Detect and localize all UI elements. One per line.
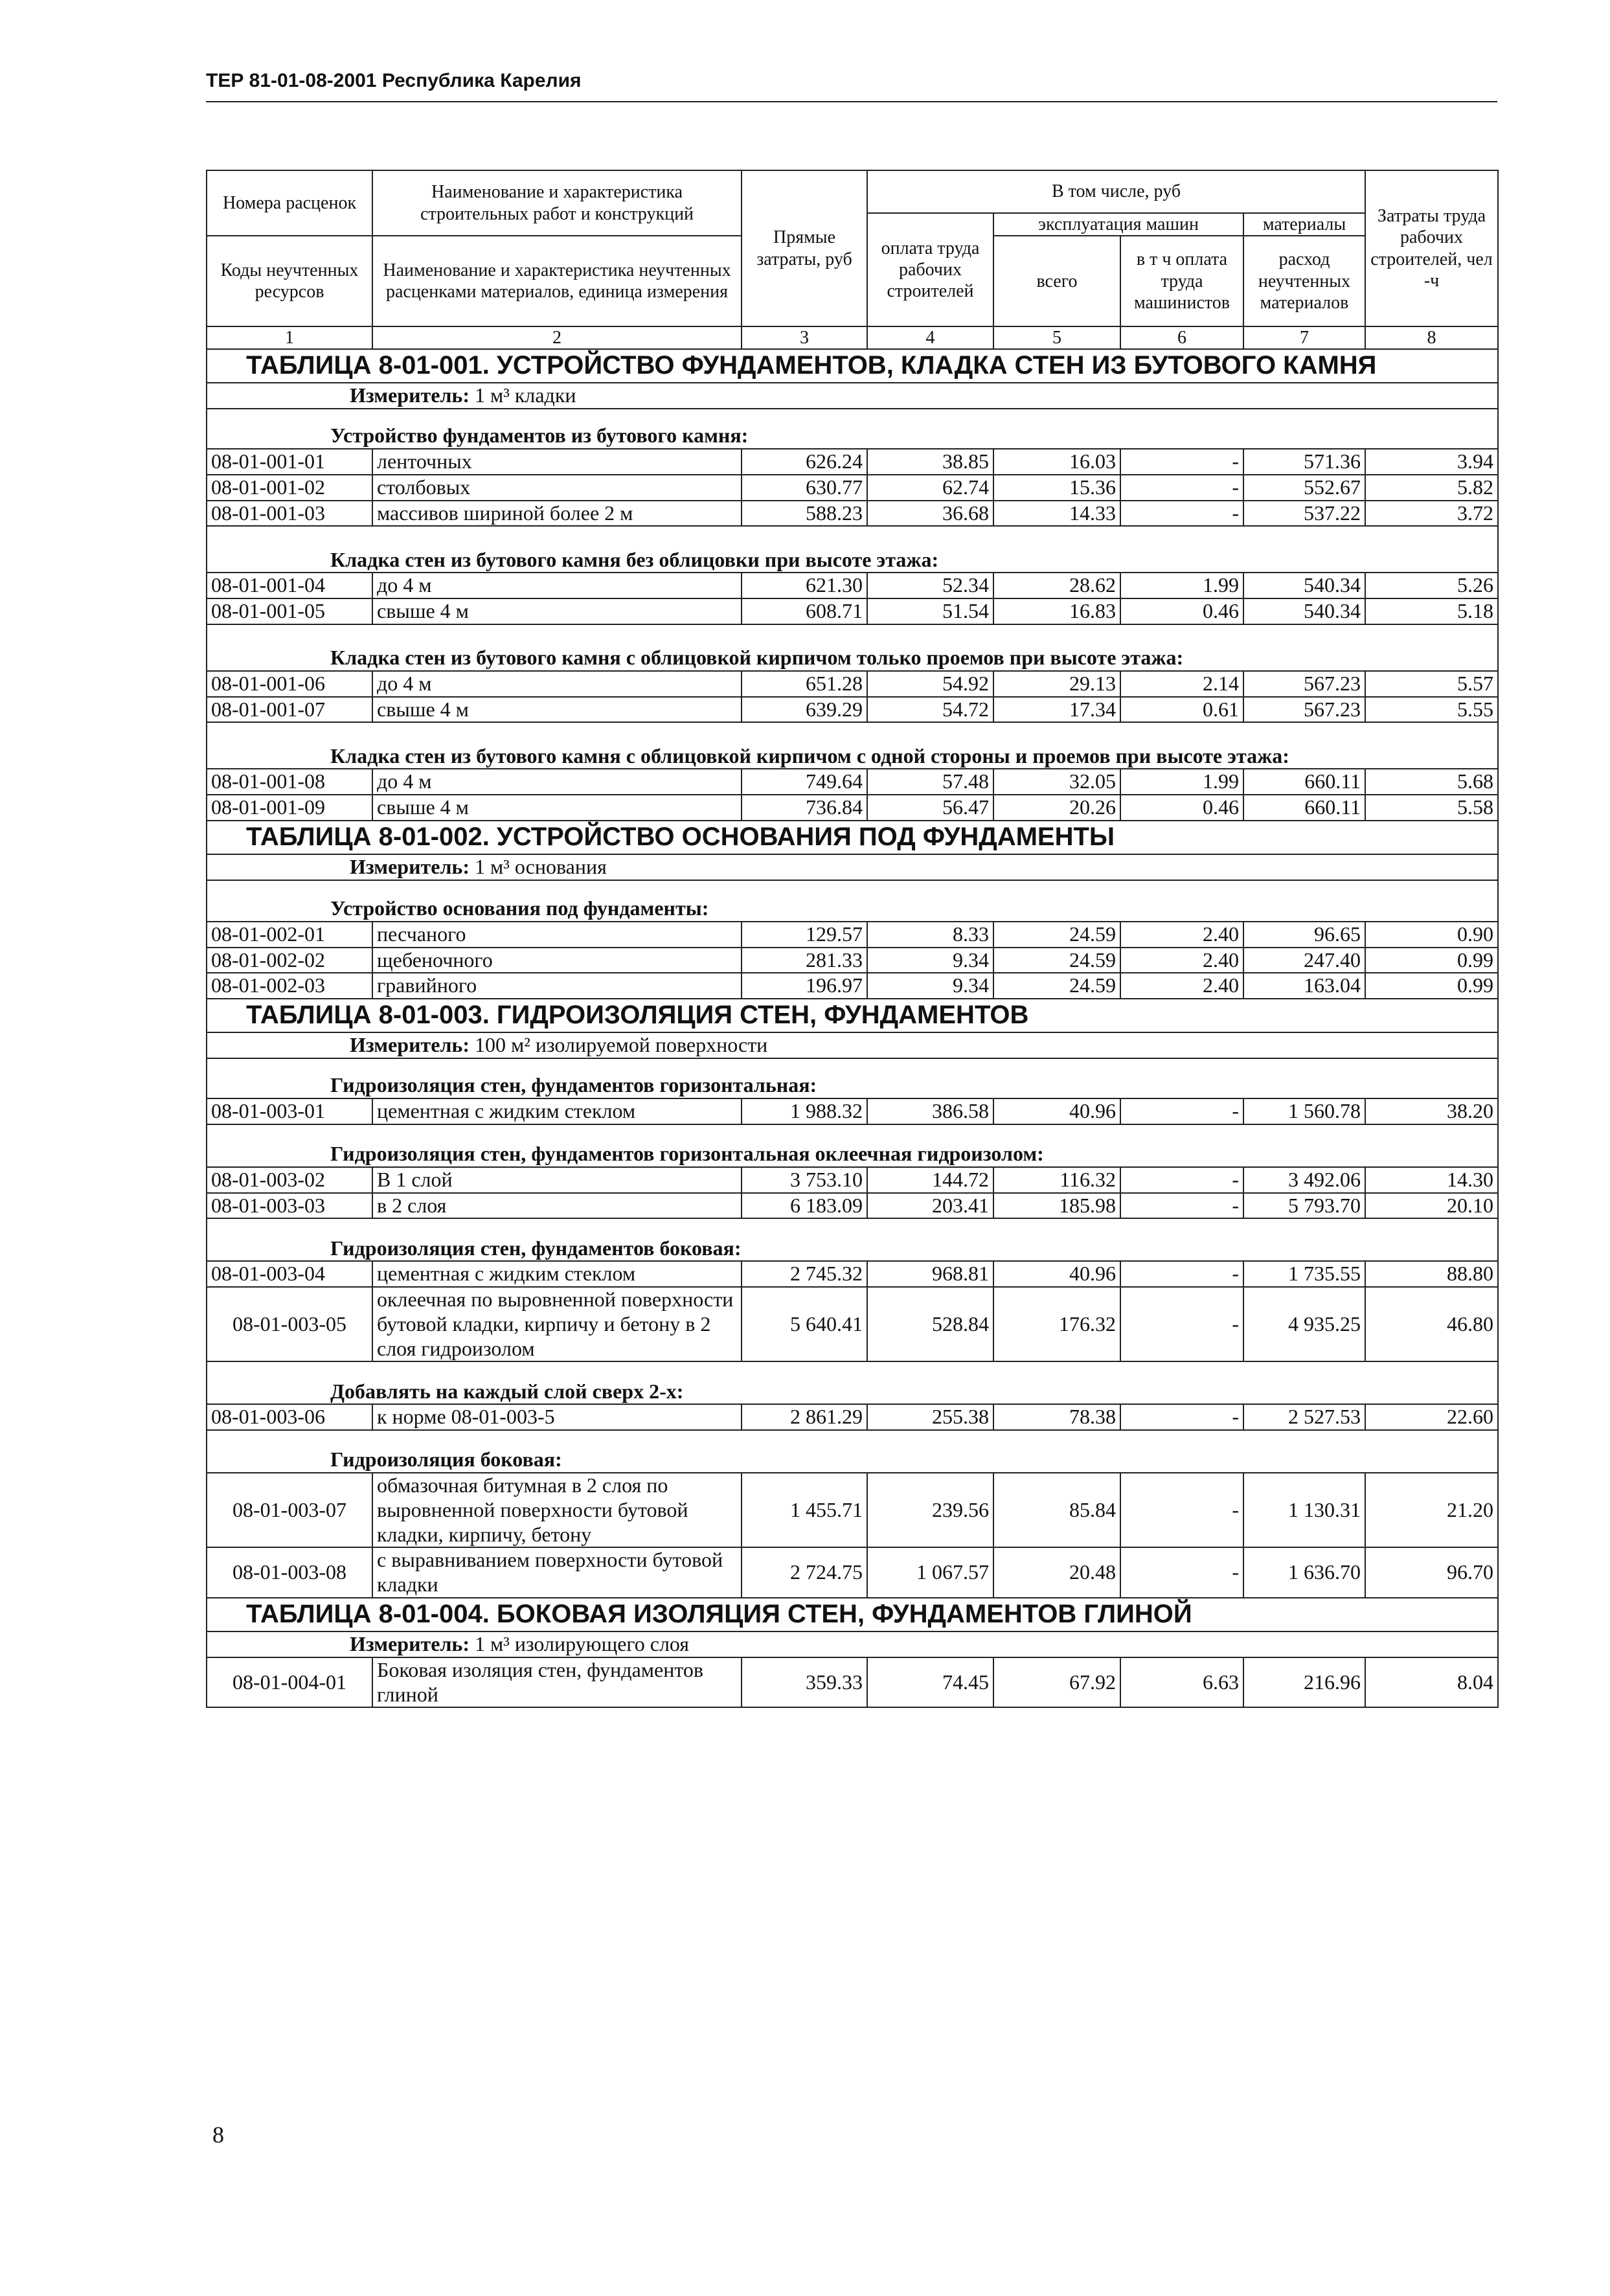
measure-line: [207, 1631, 1498, 1657]
work-name: ленточных: [372, 449, 742, 475]
measure-unit: 1 м³ основания: [474, 854, 607, 878]
table-row: [207, 769, 1498, 795]
rates-table: [206, 170, 1499, 1708]
table-title: ТАБЛИЦА 8-01-001. УСТРОЙСТВО ФУНДАМЕНТОВ, КЛАДКА СТЕН ИЗ БУТОВОГО КАМНЯ: [207, 349, 1498, 383]
labor-pay: 1 067.57: [867, 1547, 993, 1598]
labor-hours: 0.99: [1365, 948, 1498, 973]
labor-hours: 22.60: [1365, 1404, 1498, 1430]
work-name: песчаного: [372, 922, 742, 948]
page-number: 8: [212, 2122, 224, 2148]
machine-total: 16.83: [993, 598, 1120, 624]
direct-cost: 129.57: [742, 922, 867, 948]
operator-pay: 2.40: [1120, 948, 1243, 973]
table-row: [207, 573, 1498, 598]
labor-hours: 14.30: [1365, 1167, 1498, 1193]
col-head-1a: Номера расценок: [207, 170, 372, 236]
labor-pay: 54.72: [867, 697, 993, 723]
direct-cost: 651.28: [742, 671, 867, 697]
direct-cost: 630.77: [742, 475, 867, 501]
col-head-6: в т ч оплата труда машинистов: [1120, 236, 1243, 326]
direct-cost: 6 183.09: [742, 1193, 867, 1219]
rate-code: 08-01-003-05: [207, 1287, 372, 1361]
table-row: [207, 598, 1498, 624]
col-num: 6: [1120, 326, 1243, 349]
work-name: оклеечная по выровненной поверхности бутовой кладки, кирпичу и бетону в 2 слоя гидроизолом: [372, 1287, 742, 1361]
materials: 247.40: [1243, 948, 1365, 973]
labor-pay: 203.41: [867, 1193, 993, 1219]
group-heading: Гидроизоляция боковая:: [207, 1430, 1498, 1473]
col-head-matl: материалы: [1243, 213, 1365, 236]
col-num: 7: [1243, 326, 1365, 349]
direct-cost: 1 455.71: [742, 1473, 867, 1547]
labor-hours: 5.57: [1365, 671, 1498, 697]
operator-pay: 0.61: [1120, 697, 1243, 723]
rate-code: 08-01-001-05: [207, 598, 372, 624]
rate-code: 08-01-003-02: [207, 1167, 372, 1193]
work-name: свыше 4 м: [372, 795, 742, 821]
work-name: щебеночного: [372, 948, 742, 973]
col-head-8: Затраты труда рабочих строителей, чел -ч: [1365, 170, 1498, 326]
group-heading: Добавлять на каждый слой сверх 2-х:: [207, 1361, 1498, 1404]
labor-hours: 5.26: [1365, 573, 1498, 598]
labor-hours: 8.04: [1365, 1657, 1498, 1708]
group-heading: Кладка стен из бутового камня с облицовкой кирпичом только проемов при высоте этажа:: [207, 624, 1498, 671]
col-head-5: всего: [993, 236, 1120, 326]
labor-hours: 3.72: [1365, 501, 1498, 527]
table-row: [207, 1547, 1498, 1598]
machine-total: 17.34: [993, 697, 1120, 723]
machine-total: 16.03: [993, 449, 1120, 475]
col-num: 5: [993, 326, 1120, 349]
labor-pay: 38.85: [867, 449, 993, 475]
group-heading: Гидроизоляция стен, фундаментов горизонтальная:: [207, 1058, 1498, 1098]
col-num: 2: [372, 326, 742, 349]
labor-pay: 54.92: [867, 671, 993, 697]
materials: 3 492.06: [1243, 1167, 1365, 1193]
rate-code: 08-01-001-02: [207, 475, 372, 501]
direct-cost: 2 745.32: [742, 1261, 867, 1287]
direct-cost: 608.71: [742, 598, 867, 624]
operator-pay: 1.99: [1120, 769, 1243, 795]
machine-total: 116.32: [993, 1167, 1120, 1193]
machine-total: 176.32: [993, 1287, 1120, 1361]
machine-total: 32.05: [993, 769, 1120, 795]
operator-pay: -: [1120, 1193, 1243, 1219]
operator-pay: 2.40: [1120, 973, 1243, 999]
machine-total: 78.38: [993, 1404, 1120, 1430]
work-name: цементная с жидким стеклом: [372, 1261, 742, 1287]
col-num: 4: [867, 326, 993, 349]
col-head-4: оплата труда рабочих строителей: [867, 213, 993, 326]
machine-total: 40.96: [993, 1261, 1120, 1287]
materials: 1 636.70: [1243, 1547, 1365, 1598]
rate-code: 08-01-002-02: [207, 948, 372, 973]
materials: 660.11: [1243, 795, 1365, 821]
work-name: цементная с жидким стеклом: [372, 1098, 742, 1124]
measure-unit: 1 м³ кладки: [474, 383, 576, 407]
machine-total: 28.62: [993, 573, 1120, 598]
rate-code: 08-01-003-03: [207, 1193, 372, 1219]
operator-pay: -: [1120, 1098, 1243, 1124]
machine-total: 20.48: [993, 1547, 1120, 1598]
operator-pay: 2.14: [1120, 671, 1243, 697]
direct-cost: 2 861.29: [742, 1404, 867, 1430]
operator-pay: -: [1120, 1547, 1243, 1598]
labor-hours: 21.20: [1365, 1473, 1498, 1547]
machine-total: 185.98: [993, 1193, 1120, 1219]
col-head-2b: Наименование и характеристика неучтенных расценками материалов, единица измерения: [372, 236, 742, 326]
col-head-7: расход неучтенных материалов: [1243, 236, 1365, 326]
rate-code: 08-01-003-06: [207, 1404, 372, 1430]
measure-unit: 100 м² изолируемой поверхности: [474, 1033, 768, 1057]
work-name: Боковая изоляция стен, фундаментов глиной: [372, 1657, 742, 1708]
col-head-incl: В том числе, руб: [867, 170, 1365, 213]
rate-code: 08-01-001-03: [207, 501, 372, 527]
table-row: [207, 1473, 1498, 1547]
col-head-3: Прямые затраты, руб: [742, 170, 867, 326]
machine-total: 29.13: [993, 671, 1120, 697]
materials: 4 935.25: [1243, 1287, 1365, 1361]
table-row: [207, 1287, 1498, 1361]
direct-cost: 749.64: [742, 769, 867, 795]
direct-cost: 2 724.75: [742, 1547, 867, 1598]
direct-cost: 3 753.10: [742, 1167, 867, 1193]
machine-total: 24.59: [993, 948, 1120, 973]
table-row: [207, 671, 1498, 697]
materials: 2 527.53: [1243, 1404, 1365, 1430]
table-row: [207, 1261, 1498, 1287]
direct-cost: 359.33: [742, 1657, 867, 1708]
table-row: [207, 475, 1498, 501]
materials: 96.65: [1243, 922, 1365, 948]
labor-hours: 0.99: [1365, 973, 1498, 999]
labor-pay: 62.74: [867, 475, 993, 501]
materials: 571.36: [1243, 449, 1365, 475]
direct-cost: 736.84: [742, 795, 867, 821]
work-name: В 1 слой: [372, 1167, 742, 1193]
col-num: 8: [1365, 326, 1498, 349]
labor-hours: 88.80: [1365, 1261, 1498, 1287]
labor-hours: 3.94: [1365, 449, 1498, 475]
measure-line: [207, 1032, 1498, 1058]
materials: 660.11: [1243, 769, 1365, 795]
operator-pay: -: [1120, 1404, 1243, 1430]
table-row: [207, 1193, 1498, 1219]
labor-hours: 0.90: [1365, 922, 1498, 948]
work-name: к норме 08-01-003-5: [372, 1404, 742, 1430]
table-title: ТАБЛИЦА 8-01-004. БОКОВАЯ ИЗОЛЯЦИЯ СТЕН, ФУНДАМЕНТОВ ГЛИНОЙ: [207, 1598, 1498, 1631]
rate-code: 08-01-001-01: [207, 449, 372, 475]
measure-label: Измеритель:: [350, 1631, 470, 1655]
materials: 567.23: [1243, 671, 1365, 697]
table-title: ТАБЛИЦА 8-01-002. УСТРОЙСТВО ОСНОВАНИЯ ПОД ФУНДАМЕНТЫ: [207, 821, 1498, 854]
machine-total: 20.26: [993, 795, 1120, 821]
table-row: [207, 449, 1498, 475]
machine-total: 67.92: [993, 1657, 1120, 1708]
labor-hours: 96.70: [1365, 1547, 1498, 1598]
labor-pay: 528.84: [867, 1287, 993, 1361]
operator-pay: -: [1120, 1473, 1243, 1547]
operator-pay: 0.46: [1120, 598, 1243, 624]
labor-hours: 46.80: [1365, 1287, 1498, 1361]
table-row: [207, 697, 1498, 723]
labor-hours: 5.68: [1365, 769, 1498, 795]
work-name: массивов шириной более 2 м: [372, 501, 742, 527]
group-heading: Устройство основания под фундаменты:: [207, 880, 1498, 922]
operator-pay: -: [1120, 1287, 1243, 1361]
machine-total: 15.36: [993, 475, 1120, 501]
direct-cost: 588.23: [742, 501, 867, 527]
labor-hours: 5.18: [1365, 598, 1498, 624]
group-heading: Устройство фундаментов из бутового камня:: [207, 409, 1498, 449]
rate-code: 08-01-003-08: [207, 1547, 372, 1598]
header-rule: [206, 101, 1497, 102]
labor-pay: 968.81: [867, 1261, 993, 1287]
operator-pay: -: [1120, 475, 1243, 501]
group-heading: Кладка стен из бутового камня с облицовкой кирпичом с одной стороны и проемов при высоте этажа:: [207, 722, 1498, 769]
labor-pay: 8.33: [867, 922, 993, 948]
table-row: [207, 795, 1498, 821]
labor-pay: 9.34: [867, 973, 993, 999]
rate-code: 08-01-002-03: [207, 973, 372, 999]
direct-cost: 639.29: [742, 697, 867, 723]
table-row: [207, 1657, 1498, 1708]
materials: 216.96: [1243, 1657, 1365, 1708]
work-name: до 4 м: [372, 671, 742, 697]
machine-total: 40.96: [993, 1098, 1120, 1124]
rate-code: 08-01-001-07: [207, 697, 372, 723]
labor-pay: 144.72: [867, 1167, 993, 1193]
direct-cost: 1 988.32: [742, 1098, 867, 1124]
page-header: ТЕР 81-01-08-2001 Республика Карелия: [206, 70, 582, 91]
direct-cost: 281.33: [742, 948, 867, 973]
rate-code: 08-01-001-04: [207, 573, 372, 598]
machine-total: 85.84: [993, 1473, 1120, 1547]
operator-pay: -: [1120, 1261, 1243, 1287]
direct-cost: 621.30: [742, 573, 867, 598]
col-head-2a: Наименование и характеристика строительных работ и конструкций: [372, 170, 742, 236]
work-name: в 2 слоя: [372, 1193, 742, 1219]
operator-pay: -: [1120, 501, 1243, 527]
table-row: [207, 922, 1498, 948]
rate-code: 08-01-004-01: [207, 1657, 372, 1708]
rate-code: 08-01-001-09: [207, 795, 372, 821]
rate-code: 08-01-001-06: [207, 671, 372, 697]
direct-cost: 5 640.41: [742, 1287, 867, 1361]
table-row: [207, 973, 1498, 999]
labor-pay: 52.34: [867, 573, 993, 598]
work-name: обмазочная битумная в 2 слоя по выровненной поверхности бутовой кладки, кирпичу, бетону: [372, 1473, 742, 1547]
work-name: свыше 4 м: [372, 697, 742, 723]
group-heading: Кладка стен из бутового камня без облицовки при высоте этажа:: [207, 526, 1498, 573]
direct-cost: 626.24: [742, 449, 867, 475]
materials: 540.34: [1243, 573, 1365, 598]
materials: 537.22: [1243, 501, 1365, 527]
materials: 1 130.31: [1243, 1473, 1365, 1547]
table-row: [207, 1404, 1498, 1430]
group-heading: Гидроизоляция стен, фундаментов горизонтальная оклеечная гидроизолом:: [207, 1124, 1498, 1167]
labor-pay: 74.45: [867, 1657, 993, 1708]
rate-code: 08-01-003-07: [207, 1473, 372, 1547]
measure-line: [207, 383, 1498, 409]
group-heading: Гидроизоляция стен, фундаментов боковая:: [207, 1218, 1498, 1261]
table-row: [207, 948, 1498, 973]
work-name: до 4 м: [372, 573, 742, 598]
labor-pay: 239.56: [867, 1473, 993, 1547]
materials: 540.34: [1243, 598, 1365, 624]
work-name: гравийного: [372, 973, 742, 999]
labor-pay: 36.68: [867, 501, 993, 527]
measure-unit: 1 м³ изолирующего слоя: [474, 1631, 690, 1655]
materials: 567.23: [1243, 697, 1365, 723]
col-head-1b: Коды неучтенных ресурсов: [207, 236, 372, 326]
materials: 1 560.78: [1243, 1098, 1365, 1124]
rate-code: 08-01-001-08: [207, 769, 372, 795]
work-name: с выравниванием поверхности бутовой кладки: [372, 1547, 742, 1598]
labor-pay: 386.58: [867, 1098, 993, 1124]
direct-cost: 196.97: [742, 973, 867, 999]
rate-code: 08-01-002-01: [207, 922, 372, 948]
measure-label: Измеритель:: [350, 383, 470, 407]
measure-label: Измеритель:: [350, 1033, 470, 1057]
operator-pay: 0.46: [1120, 795, 1243, 821]
work-name: свыше 4 м: [372, 598, 742, 624]
rate-code: 08-01-003-04: [207, 1261, 372, 1287]
operator-pay: -: [1120, 1167, 1243, 1193]
col-head-mach: эксплуатация машин: [993, 213, 1243, 236]
materials: 163.04: [1243, 973, 1365, 999]
labor-pay: 9.34: [867, 948, 993, 973]
rate-code: 08-01-003-01: [207, 1098, 372, 1124]
table-row: [207, 1098, 1498, 1124]
labor-hours: 20.10: [1365, 1193, 1498, 1219]
work-name: до 4 м: [372, 769, 742, 795]
operator-pay: 6.63: [1120, 1657, 1243, 1708]
labor-pay: 255.38: [867, 1404, 993, 1430]
labor-hours: 38.20: [1365, 1098, 1498, 1124]
labor-hours: 5.82: [1365, 475, 1498, 501]
operator-pay: 1.99: [1120, 573, 1243, 598]
table-row: [207, 1167, 1498, 1193]
materials: 1 735.55: [1243, 1261, 1365, 1287]
machine-total: 14.33: [993, 501, 1120, 527]
materials: 5 793.70: [1243, 1193, 1365, 1219]
labor-pay: 51.54: [867, 598, 993, 624]
col-num: 3: [742, 326, 867, 349]
labor-pay: 57.48: [867, 769, 993, 795]
measure-line: [207, 854, 1498, 880]
col-num: 1: [207, 326, 372, 349]
labor-hours: 5.55: [1365, 697, 1498, 723]
table-row: [207, 501, 1498, 527]
operator-pay: -: [1120, 449, 1243, 475]
operator-pay: 2.40: [1120, 922, 1243, 948]
labor-pay: 56.47: [867, 795, 993, 821]
work-name: столбовых: [372, 475, 742, 501]
machine-total: 24.59: [993, 973, 1120, 999]
materials: 552.67: [1243, 475, 1365, 501]
machine-total: 24.59: [993, 922, 1120, 948]
labor-hours: 5.58: [1365, 795, 1498, 821]
table-title: ТАБЛИЦА 8-01-003. ГИДРОИЗОЛЯЦИЯ СТЕН, ФУНДАМЕНТОВ: [207, 999, 1498, 1032]
measure-label: Измеритель:: [350, 854, 470, 878]
